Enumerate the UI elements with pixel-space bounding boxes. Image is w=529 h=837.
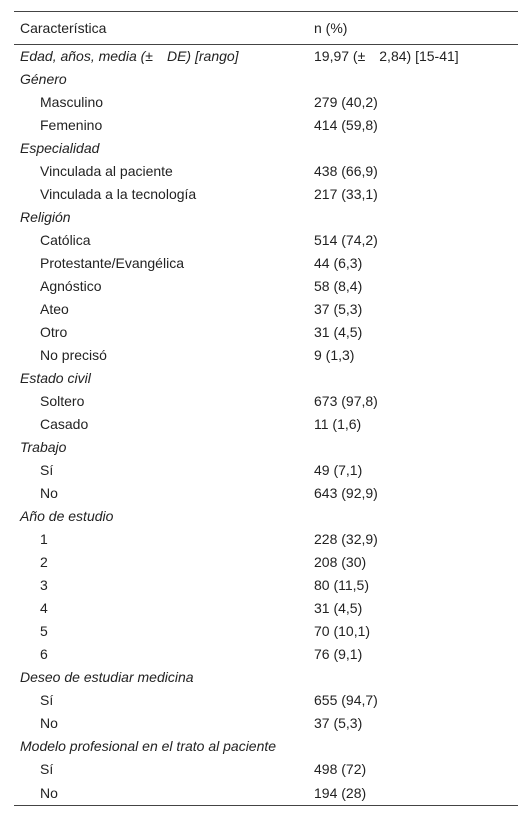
row-value	[314, 735, 518, 758]
row-value: 414 (59,8)	[314, 117, 378, 133]
table-row	[14, 781, 518, 806]
row-label: Casado	[40, 416, 89, 432]
row-value: 673 (97,8)	[314, 393, 378, 409]
section-row	[14, 367, 518, 390]
row-value	[314, 68, 518, 91]
row-value: 37 (5,3)	[314, 715, 363, 731]
table-body	[14, 45, 518, 806]
row-value: 80 (11,5)	[314, 577, 369, 593]
table-row	[14, 45, 518, 69]
row-value	[314, 666, 518, 689]
table-row	[14, 758, 518, 781]
table-header	[14, 12, 518, 45]
table-row	[14, 413, 518, 436]
row-label: No precisó	[40, 347, 107, 363]
table-row	[14, 183, 518, 206]
section-label: Religión	[20, 209, 71, 225]
row-value: 655 (94,7)	[314, 692, 378, 708]
table-row	[14, 528, 518, 551]
row-value: 208 (30)	[314, 554, 367, 570]
row-label: Otro	[40, 324, 68, 340]
row-label: Ateo	[40, 301, 69, 317]
table-row	[14, 574, 518, 597]
table-row	[14, 321, 518, 344]
row-value	[314, 206, 518, 229]
row-value: 194 (28)	[314, 781, 518, 806]
section-row	[14, 505, 518, 528]
table-row	[14, 689, 518, 712]
section-label: Género	[20, 71, 67, 87]
row-label: Masculino	[40, 94, 104, 110]
section-label: Modelo profesional en el trato al paciente	[20, 738, 277, 754]
row-value: 70 (10,1)	[314, 623, 371, 639]
section-label: Deseo de estudiar medicina	[20, 669, 194, 685]
section-row	[14, 206, 518, 229]
table-row	[14, 620, 518, 643]
row-label: No	[40, 485, 58, 501]
section-label: Trabajo	[20, 439, 67, 455]
row-value: 438 (66,9)	[314, 163, 378, 179]
section-row	[14, 666, 518, 689]
row-label: Sí	[40, 462, 54, 478]
table-row	[14, 160, 518, 183]
row-value: 279 (40,2)	[314, 94, 378, 110]
row-value: 498 (72)	[314, 761, 367, 777]
row-label: 5	[40, 623, 48, 639]
row-value: 217 (33,1)	[314, 186, 378, 202]
row-value: 37 (5,3)	[314, 301, 363, 317]
table-row	[14, 91, 518, 114]
table-row	[14, 712, 518, 735]
table-row	[14, 551, 518, 574]
row-value: 19,97 (± 2,84) [15-41]	[314, 48, 459, 64]
table-row	[14, 114, 518, 137]
table-row	[14, 459, 518, 482]
row-value: 31 (4,5)	[314, 324, 363, 340]
column-header-n-percent: n (%)	[314, 12, 518, 45]
section-label: Especialidad	[20, 140, 100, 156]
header-row	[14, 12, 518, 45]
row-value: 643 (92,9)	[314, 485, 378, 501]
row-value: 228 (32,9)	[314, 531, 378, 547]
row-label: 3	[40, 577, 48, 593]
row-label: 6	[40, 646, 48, 662]
row-label: 4	[40, 600, 48, 616]
row-value: 31 (4,5)	[314, 600, 363, 616]
row-value: 11 (1,6)	[314, 416, 362, 432]
row-value	[314, 436, 518, 459]
row-label: Católica	[40, 232, 91, 248]
table-row	[14, 298, 518, 321]
row-value	[314, 505, 518, 528]
row-label: Femenino	[40, 117, 103, 133]
row-value: 76 (9,1)	[314, 646, 363, 662]
section-label: Año de estudio	[20, 508, 114, 524]
row-value: 9 (1,3)	[314, 347, 355, 363]
row-label: No	[40, 715, 58, 731]
row-value: 44 (6,3)	[314, 255, 363, 271]
table-row	[14, 390, 518, 413]
column-header-characteristic: Característica	[14, 12, 314, 45]
characteristics-table	[14, 11, 518, 806]
table-row	[14, 643, 518, 666]
section-row	[14, 137, 518, 160]
row-label: 2	[40, 554, 48, 570]
row-label: Sí	[40, 761, 54, 777]
row-value	[314, 367, 518, 390]
table-row	[14, 482, 518, 505]
row-value: 49 (7,1)	[314, 462, 363, 478]
row-label: Soltero	[40, 393, 85, 409]
row-label: No	[14, 781, 314, 806]
row-value: 58 (8,4)	[314, 278, 363, 294]
section-row	[14, 735, 518, 758]
table-row	[14, 597, 518, 620]
row-label: Protestante/Evangélica	[40, 255, 184, 271]
section-label: Estado civil	[20, 370, 91, 386]
table-row	[14, 252, 518, 275]
table-row	[14, 229, 518, 252]
table-row	[14, 275, 518, 298]
row-label: Sí	[40, 692, 54, 708]
section-row	[14, 436, 518, 459]
row-label: 1	[40, 531, 48, 547]
row-label: Vinculada a la tecnología	[40, 186, 197, 202]
characteristics-table-container	[14, 11, 518, 806]
table-row	[14, 344, 518, 367]
row-label: Vinculada al paciente	[40, 163, 173, 179]
row-value: 514 (74,2)	[314, 232, 378, 248]
section-row	[14, 68, 518, 91]
row-value	[314, 137, 518, 160]
row-label: Edad, años, media (± DE) [rango]	[20, 48, 239, 64]
row-label: Agnóstico	[40, 278, 102, 294]
